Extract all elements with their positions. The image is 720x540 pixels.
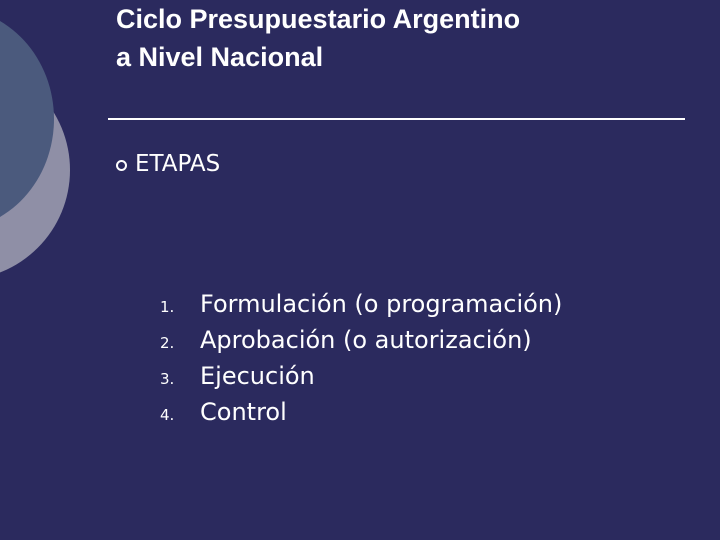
step-text: Formulación (o programación) — [200, 290, 563, 318]
list-item — [160, 322, 562, 358]
step-text: Aprobación (o autorización) — [200, 326, 532, 354]
title-line-1: Ciclo Presupuestario Argentino — [116, 4, 521, 34]
step-number: 1. — [160, 298, 175, 316]
slide-title — [116, 0, 676, 76]
list-item — [160, 286, 562, 322]
step-number: 4. — [160, 406, 175, 424]
title-divider — [108, 118, 685, 120]
bullet-item — [116, 148, 220, 180]
list-item — [160, 394, 562, 430]
step-text: Control — [200, 398, 287, 426]
title-line-2: a Nivel Nacional — [116, 42, 324, 72]
circle-bullet-icon — [116, 160, 127, 171]
bullet-text: ETAPAS — [135, 151, 221, 177]
step-number: 3. — [160, 370, 175, 388]
list-item — [160, 358, 562, 394]
steps-list — [160, 286, 562, 430]
step-text: Ejecución — [200, 362, 315, 390]
step-number: 2. — [160, 334, 175, 352]
